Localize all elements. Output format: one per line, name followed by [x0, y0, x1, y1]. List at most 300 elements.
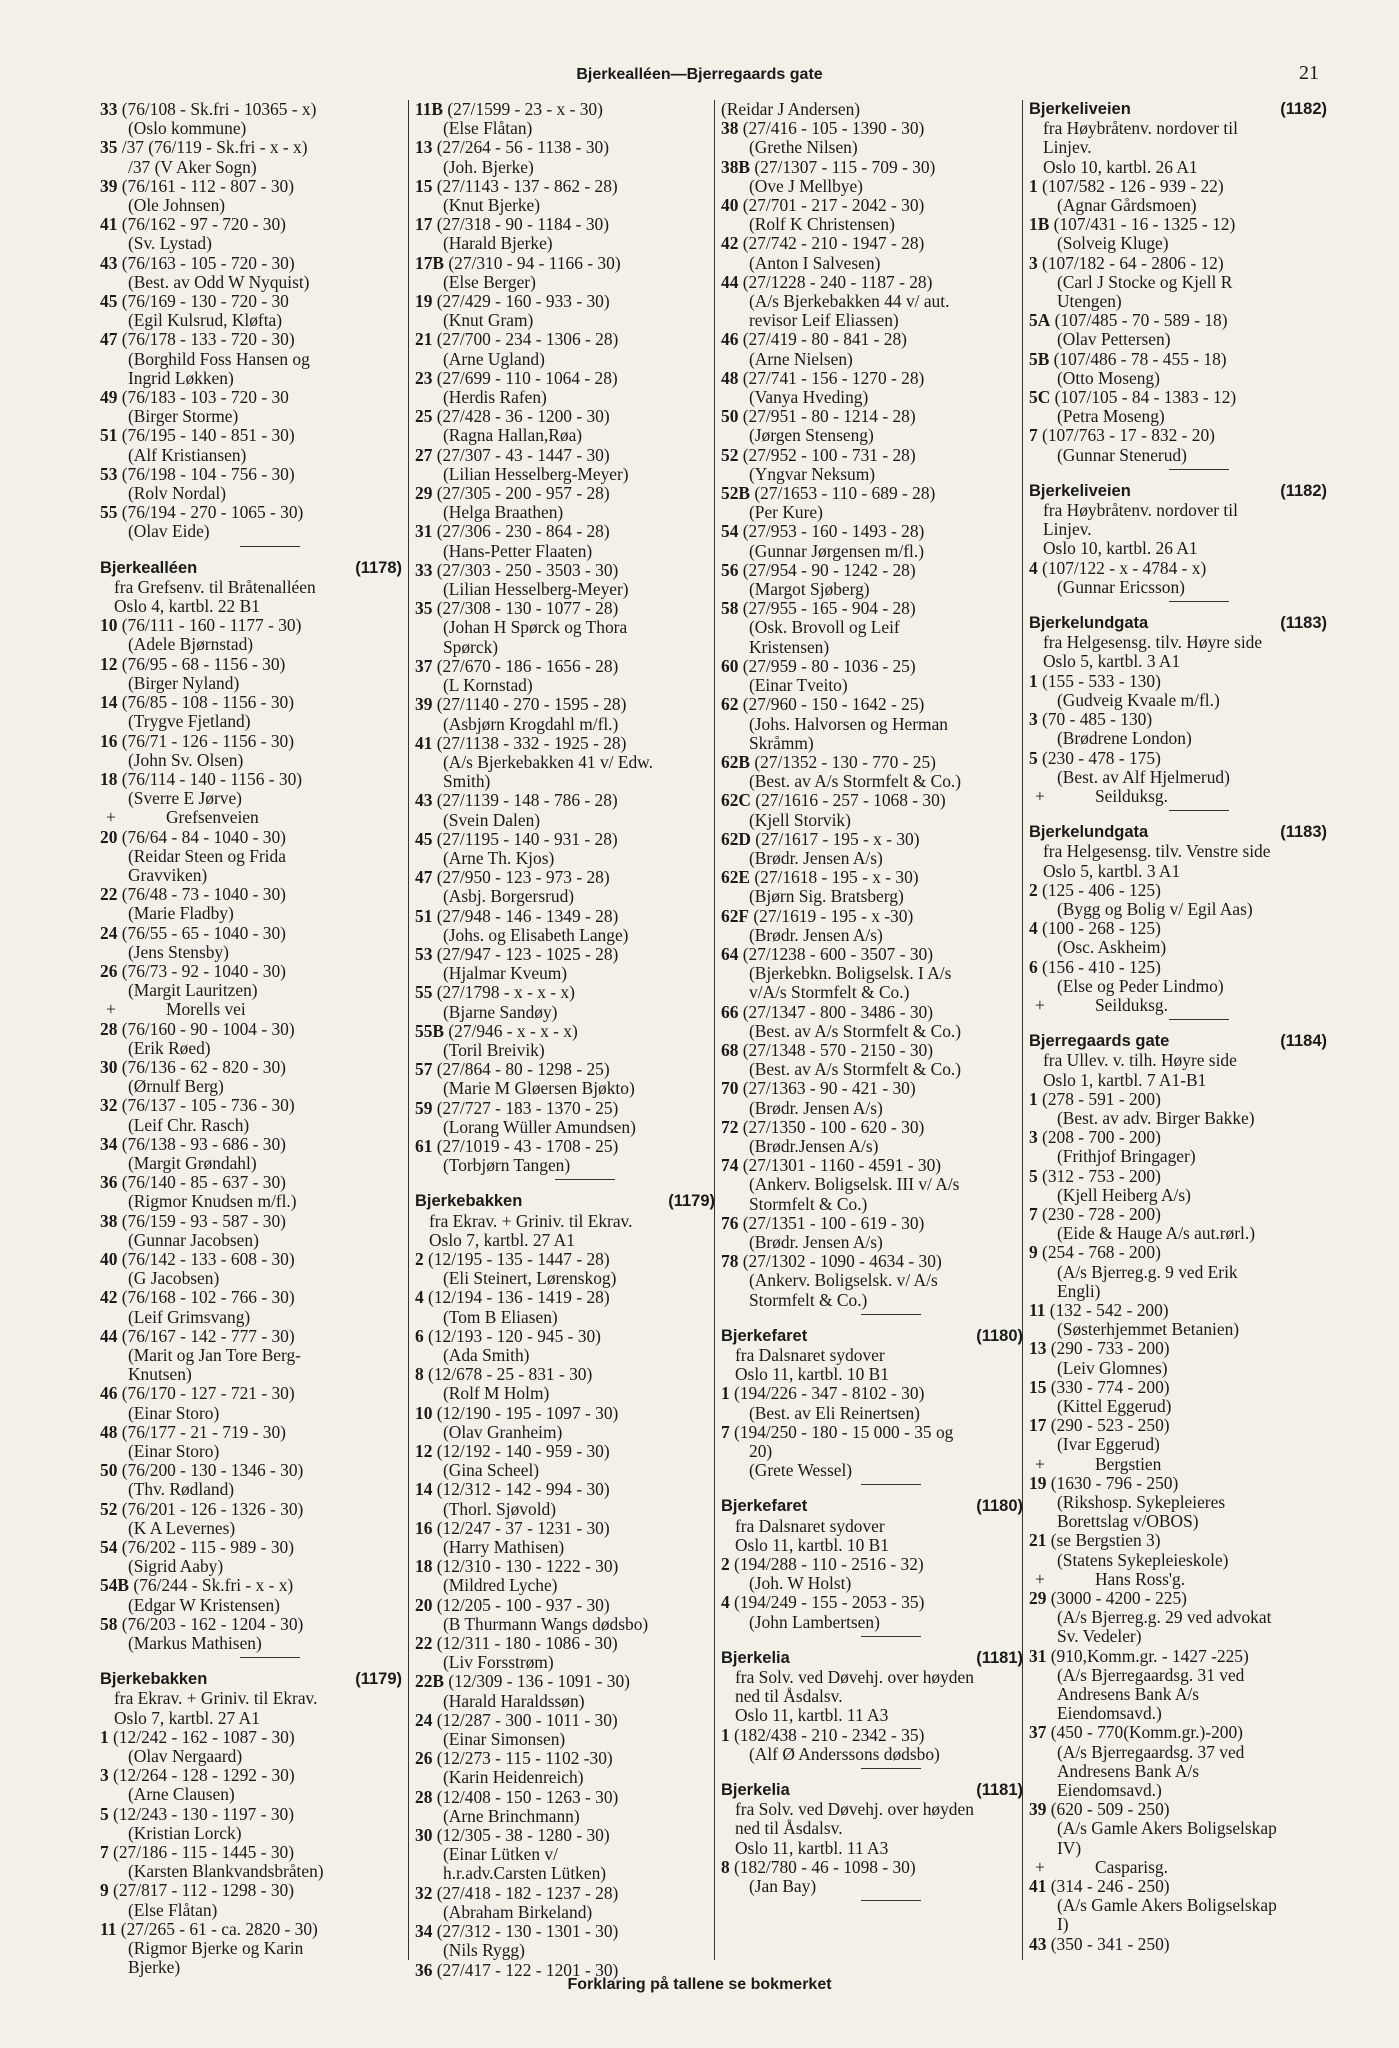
property-data: (76/111 - 160 - 1177 - 30) [117, 615, 302, 636]
list-item [721, 1858, 1023, 1896]
entry-line [415, 732, 715, 753]
house-number: 32 [415, 1882, 433, 1903]
entry-line [415, 655, 715, 676]
property-data: (27/952 - 100 - 731 - 28) [738, 444, 916, 465]
cross-street-name: Seilduksg. [1095, 785, 1168, 806]
entry-line [415, 99, 715, 119]
list-item [415, 254, 715, 292]
property-data: (12/264 - 128 - 1292 - 30) [108, 1765, 295, 1786]
street-description [721, 1346, 1023, 1384]
list-item [415, 945, 715, 983]
entry-line [100, 884, 402, 905]
owner-name: (A/s Bjerkebakken 44 v/ aut. [749, 291, 950, 312]
list-item [721, 599, 1023, 657]
entry-line [721, 943, 1023, 964]
list-item [100, 885, 402, 923]
entry-line [100, 1210, 402, 1231]
property-data: (125 - 406 - 125) [1037, 879, 1161, 900]
owner-name: (Else Flåtan) [443, 118, 533, 139]
house-number: 66 [721, 1001, 739, 1022]
entry-line [721, 1592, 1023, 1613]
owner-name: (Johan H Spørck og Thora [443, 617, 628, 638]
entry-line [1029, 709, 1327, 730]
owner-name: (Carl J Stocke og Kjell R [1057, 271, 1233, 292]
owner-name: (Tom B Eliasen) [443, 1306, 558, 1327]
entry-line [415, 1882, 715, 1903]
owner-name: (Alf Kristiansen) [128, 444, 247, 465]
property-data: (12/678 - 25 - 831 - 30) [423, 1364, 593, 1385]
list-item [1029, 1167, 1327, 1205]
owner-name: (Marie Fladby) [128, 903, 234, 924]
list-item [100, 1881, 402, 1919]
property-data: (350 - 341 - 250) [1046, 1933, 1170, 1954]
house-number: 28 [415, 1786, 433, 1807]
owner-name: (Rolf M Holm) [443, 1383, 550, 1404]
house-number: 53 [100, 463, 118, 484]
section-divider [555, 1179, 615, 1180]
house-number: 34 [415, 1921, 433, 1942]
street-description [721, 1800, 1023, 1858]
property-data: (132 - 542 - 200) [1045, 1299, 1169, 1320]
owner-name: (Gina Scheel) [443, 1460, 540, 1481]
owner-name: (Reidar Steen og Frida [128, 845, 286, 866]
property-data: (76/136 - 62 - 820 - 30) [117, 1056, 286, 1077]
owner-name: Spørck) [443, 636, 499, 657]
cross-street-name: Morells vei [166, 999, 246, 1020]
list-item [415, 1365, 715, 1403]
owner-name: (Brødr. Jensen A/s) [749, 924, 883, 945]
list-item [415, 1022, 715, 1060]
property-data: (76/85 - 108 - 1156 - 30) [117, 692, 295, 713]
entry-line [415, 406, 715, 427]
street-code: (1182) [1280, 481, 1327, 500]
list-item [415, 868, 715, 906]
owner-name: (Sv. Lystad) [128, 233, 212, 254]
property-data: (76/138 - 93 - 686 - 30) [117, 1133, 286, 1154]
list-item [415, 484, 715, 522]
plus-icon: + [1035, 1856, 1045, 1877]
property-data: (27/419 - 80 - 841 - 28) [738, 329, 907, 350]
list-item [721, 196, 1023, 234]
owner-name: Gravviken) [128, 864, 208, 885]
list-item [100, 1500, 402, 1538]
entry-line [721, 521, 1023, 542]
owner-name: Smith) [443, 771, 491, 792]
list-item [721, 695, 1023, 753]
property-data: (12/190 - 195 - 1097 - 30) [432, 1402, 619, 1423]
list-item [721, 1156, 1023, 1214]
list-item [100, 1327, 402, 1385]
entry-line [415, 252, 715, 273]
list-item [1029, 215, 1327, 253]
list-item [721, 1252, 1023, 1310]
list-item [100, 1212, 402, 1250]
property-data: /37 (76/119 - Sk.fri - x - x) [117, 137, 308, 158]
entry-line [1029, 1645, 1327, 1666]
property-data: (314 - 246 - 250) [1046, 1876, 1170, 1897]
house-number: 8 [415, 1364, 424, 1385]
house-number: 7 [1029, 1203, 1038, 1224]
list-item [721, 1003, 1023, 1041]
owner-name: (Anton I Salvesen) [749, 252, 881, 273]
owner-name: (Kjell Heiberg A/s) [1057, 1184, 1191, 1205]
list-item [100, 732, 402, 770]
property-data: (27/186 - 115 - 1445 - 30) [108, 1842, 295, 1863]
list-item [1029, 1205, 1327, 1243]
house-number: 3 [100, 1765, 109, 1786]
owner-name: (Thv. Rødland) [128, 1479, 235, 1500]
list-item [100, 1173, 402, 1211]
entry-line [415, 1402, 715, 1423]
property-data: (76/71 - 126 - 1156 - 30) [117, 730, 295, 751]
entry-line [1029, 1203, 1327, 1224]
property-data: (27/1302 - 1090 - 4634 - 30) [738, 1251, 942, 1272]
property-data: (27/1653 - 110 - 689 - 28) [750, 483, 936, 504]
list-item [721, 273, 1023, 331]
street-heading [415, 1192, 715, 1211]
property-data: (27/741 - 156 - 1270 - 28) [738, 367, 925, 388]
owner-name: /37 (V Aker Sogn) [128, 156, 257, 177]
list-item [100, 1805, 402, 1843]
property-data: (12/195 - 135 - 1447 - 28) [423, 1248, 610, 1269]
property-data: (70 - 485 - 130) [1037, 709, 1153, 730]
property-data: (27/959 - 80 - 1036 - 25) [738, 655, 916, 676]
entry-line [721, 406, 1023, 427]
property-data: (76/108 - Sk.fri - 10365 - x) [117, 99, 317, 119]
property-data: (76/161 - 112 - 807 - 30) [117, 175, 295, 196]
owner-name: (Rigmor Knudsen m/fl.) [128, 1191, 297, 1212]
house-number: 44 [721, 271, 739, 292]
owner-name: (Lorang Wüller Amundsen) [443, 1116, 636, 1137]
entry-line [100, 1918, 402, 1939]
list-item [415, 1442, 715, 1480]
owner-name: (Hjalmar Kveum) [443, 963, 568, 984]
owner-name: (Olav Granheim) [443, 1421, 563, 1442]
list-item [1029, 1531, 1327, 1569]
property-data: (12/273 - 115 - 1102 -30) [432, 1748, 613, 1769]
house-number: 12 [100, 653, 118, 674]
list-item [721, 1423, 1023, 1481]
list-item [100, 693, 402, 731]
house-number: 45 [100, 291, 118, 312]
list-item [721, 1041, 1023, 1079]
property-data: (76/178 - 133 - 720 - 30) [117, 329, 295, 350]
property-data: (27/670 - 186 - 1656 - 28) [432, 655, 619, 676]
list-item [100, 1020, 402, 1058]
list-item [415, 1137, 715, 1175]
column-2 [408, 99, 715, 1980]
house-number: 3 [1029, 709, 1038, 730]
owner-name: (Rigmor Bjerke og Karin [128, 1938, 304, 1959]
list-item [415, 100, 715, 138]
house-number: 31 [1029, 1645, 1047, 1666]
owner-name: (Helga Braathen) [443, 502, 564, 523]
section-divider [1169, 1019, 1229, 1020]
entry-line [100, 1575, 402, 1596]
list-item [415, 1711, 715, 1749]
list-item [415, 407, 715, 445]
entry-line [415, 1517, 715, 1538]
section-divider [240, 546, 300, 547]
list-item [721, 158, 1023, 196]
owner-name: (Gunnar Jørgensen m/fl.) [749, 540, 924, 561]
list-item [1029, 919, 1327, 957]
street-description [1029, 842, 1327, 880]
entry-line [100, 1095, 402, 1116]
owner-name: (Gudveig Kvaale m/fl.) [1057, 689, 1220, 710]
list-item [100, 254, 402, 292]
street-description-line: Oslo 7, kartbl. 27 A1 [429, 1229, 575, 1250]
street-heading [721, 1327, 1023, 1346]
entry-line [415, 214, 715, 235]
street-name: Bjerkelundgata [1029, 823, 1149, 842]
property-data: (27/1618 - 195 - x - 30) [750, 867, 919, 888]
owner-name: (Best. av A/s Stormfelt & Co.) [749, 1059, 962, 1080]
section-divider [861, 1484, 921, 1485]
entry-line [415, 175, 715, 196]
owner-name: (Jan Bay) [749, 1876, 817, 1897]
entry-line [100, 1726, 402, 1747]
street-code: (1178) [355, 558, 402, 577]
street-heading [1029, 482, 1327, 501]
owner-name: (Marie M Gløersen Bjøkto) [443, 1078, 635, 1099]
entry-line [1029, 1722, 1327, 1743]
property-data: (27/864 - 80 - 1298 - 25) [432, 1059, 610, 1080]
list-item [415, 292, 715, 330]
house-number: 54 [721, 521, 739, 542]
entry-line [721, 1554, 1023, 1575]
house-number: 62B [721, 751, 750, 772]
owner-name: (Knut Gram) [443, 310, 534, 331]
house-number: 48 [100, 1421, 118, 1442]
property-data: (194/249 - 155 - 2053 - 35) [729, 1592, 925, 1613]
owner-name: (Gunnar Jacobsen) [128, 1229, 259, 1250]
entry-line [721, 1383, 1023, 1404]
owner-name: (Liv Forsstrøm) [443, 1652, 554, 1673]
street-heading [1029, 614, 1327, 633]
list-item [100, 1538, 402, 1576]
list-item [415, 138, 715, 176]
owner-name: (Ragna Hallan,Røa) [443, 425, 583, 446]
list-item [1029, 672, 1327, 710]
entry-line [415, 1825, 715, 1846]
house-number: 6 [1029, 956, 1038, 977]
entry-line [415, 137, 715, 158]
property-data: (27/265 - 61 - ca. 2820 - 30) [116, 1918, 318, 1939]
property-data: (107/485 - 70 - 589 - 18) [1050, 310, 1228, 331]
list-item [100, 1920, 402, 1978]
entry-line [1029, 747, 1327, 768]
list-item [415, 1749, 715, 1787]
list-item [415, 1634, 715, 1672]
owner-name: (Brødr.Jensen A/s) [749, 1135, 879, 1156]
owner-name: (Rikshosp. Sykepleieres [1057, 1492, 1226, 1513]
owner-name: (Best. av Alf Hjelmerud) [1057, 766, 1230, 787]
property-data: (12/243 - 130 - 1197 - 30) [108, 1803, 295, 1824]
street-code: (1179) [668, 1192, 715, 1211]
house-number: 1 [100, 1726, 109, 1747]
list-item [415, 561, 715, 599]
entry-line [100, 1498, 402, 1519]
property-data: (107/105 - 84 - 1383 - 12) [1050, 387, 1237, 408]
house-number: 8 [721, 1856, 730, 1877]
list-item [100, 1766, 402, 1804]
entry-line [721, 1421, 1023, 1442]
owner-name: (Best. av A/s Stormfelt & Co.) [749, 1020, 962, 1041]
entry-line [1029, 1376, 1327, 1397]
list-item [1029, 1378, 1327, 1416]
section-divider [861, 1900, 921, 1901]
list-item [1029, 1589, 1327, 1647]
list-item [415, 907, 715, 945]
property-data: (107/486 - 78 - 455 - 18) [1049, 348, 1227, 369]
entry-line [1029, 1933, 1327, 1954]
street-name: Bjerkefaret [721, 1326, 808, 1345]
house-number: 53 [415, 943, 433, 964]
owner-name: 20) [749, 1441, 773, 1462]
entry-line [1029, 879, 1327, 900]
property-data: (12/305 - 38 - 1280 - 30) [432, 1825, 610, 1846]
list-item [415, 599, 715, 657]
property-data: (156 - 410 - 125) [1037, 956, 1161, 977]
street-description-line: Linjev. [1043, 519, 1092, 540]
house-number: 29 [1029, 1588, 1047, 1609]
property-data: (27/1347 - 800 - 3486 - 30) [738, 1001, 934, 1022]
house-number: 24 [415, 1709, 433, 1730]
list-item [100, 962, 402, 1000]
property-data: (76/160 - 90 - 1004 - 30) [117, 1018, 295, 1039]
house-number: 1 [1029, 1088, 1038, 1109]
list-item [100, 1615, 402, 1653]
house-number: 1 [721, 1724, 730, 1745]
owner-name: (Kristian Lorck) [128, 1822, 242, 1843]
owner-name: (Else Flåtan) [128, 1899, 218, 1920]
owner-name: Andresens Bank A/s [1057, 1684, 1200, 1705]
entry-line [415, 694, 715, 715]
property-data: (278 - 591 - 200) [1037, 1088, 1161, 1109]
entry-line [721, 1155, 1023, 1176]
owner-name: Stormfelt & Co.) [749, 1289, 868, 1310]
property-data: (se Bergstien 3) [1046, 1530, 1161, 1551]
entry-line [100, 175, 402, 196]
entry-line [100, 425, 402, 446]
entry-line [415, 1135, 715, 1156]
house-number: 72 [721, 1116, 739, 1137]
street-name: Bjerkebakken [415, 1192, 523, 1211]
property-data: (194/250 - 180 - 15 000 - 35 og [729, 1421, 954, 1442]
property-data: (27/429 - 160 - 933 - 30) [432, 291, 610, 312]
owner-name: (Adele Bjørnstad) [128, 634, 254, 655]
house-number: 7 [100, 1842, 109, 1863]
owner-name: Kristensen) [749, 636, 830, 657]
owner-name: (Arne Brinchmann) [443, 1805, 580, 1826]
house-number: 38 [100, 1210, 118, 1231]
owner-name: (Leiv Glomnes) [1057, 1357, 1168, 1378]
house-number: 23 [415, 367, 433, 388]
owner-name: (L Kornstad) [443, 675, 533, 696]
cross-street-name: Grefsenveien [166, 807, 259, 828]
owner-name: (Asbjørn Krogdahl m/fl.) [443, 713, 619, 734]
list-item [415, 983, 715, 1021]
owner-name: (Markus Mathisen) [128, 1633, 262, 1654]
entry-line [721, 1856, 1023, 1877]
entry-line [721, 790, 1023, 811]
owner-name: (Kittel Eggerud) [1057, 1396, 1172, 1416]
property-data: (76/162 - 97 - 720 - 30) [117, 214, 286, 235]
owner-name: (Brødrene London) [1057, 728, 1192, 749]
street-description [100, 578, 402, 616]
house-number: 17B [415, 252, 444, 273]
entry-line [100, 1172, 402, 1193]
list-item [100, 828, 402, 886]
plus-icon: + [1035, 994, 1045, 1015]
entry-line [721, 329, 1023, 350]
street-code: (1181) [976, 1648, 1023, 1667]
street-description-line: Linjev. [1043, 137, 1092, 158]
house-number: 9 [1029, 1242, 1038, 1263]
owner-name: (Olav Nergaard) [128, 1746, 243, 1767]
owner-name: (Rolf K Christensen) [749, 214, 895, 235]
house-number: 34 [100, 1133, 118, 1154]
list-item [100, 1728, 402, 1766]
entry-line [1029, 1876, 1327, 1897]
owner-name: (A/s Bjerreg.g. 29 ved advokat [1057, 1607, 1272, 1628]
list-item [721, 561, 1023, 599]
entry-line [1029, 918, 1327, 939]
owner-name: (A/s Bjerreg.g. 9 ved Erik [1057, 1261, 1238, 1282]
list-item [1029, 1800, 1327, 1858]
entry-line [1029, 1165, 1327, 1186]
property-data: (76/73 - 92 - 1040 - 30) [117, 960, 286, 981]
entry-line [415, 1248, 715, 1269]
entry-line [100, 1842, 402, 1863]
property-data: (12/193 - 120 - 945 - 30) [423, 1325, 601, 1346]
owner-name: (Gunnar Stenerud) [1057, 444, 1187, 465]
house-number: 40 [721, 195, 739, 216]
list-item [1029, 559, 1327, 597]
street-code: (1180) [976, 1326, 1023, 1345]
house-number: 10 [415, 1402, 433, 1423]
house-number: 3 [1029, 252, 1038, 273]
plus-icon: + [106, 999, 116, 1020]
list-item [415, 1404, 715, 1442]
street-description-line: fra Helgesensg. tilv. Høyre side [1043, 632, 1263, 653]
house-number: 50 [721, 406, 739, 427]
owner-name: (Ivar Eggerud) [1057, 1434, 1160, 1455]
house-number: 31 [415, 521, 433, 542]
house-number: 10 [100, 615, 118, 636]
entry-line [415, 1671, 715, 1692]
owner-name: (Best. av A/s Stormfelt & Co.) [749, 771, 962, 792]
list-item [100, 1058, 402, 1096]
property-data: (254 - 768 - 200) [1037, 1242, 1161, 1263]
property-data: (27/817 - 112 - 1298 - 30) [108, 1880, 295, 1901]
property-data: (27/1301 - 1160 - 4591 - 30) [738, 1155, 942, 1176]
entry-line [415, 483, 715, 504]
house-number: 35 [100, 137, 118, 158]
list-item [1029, 254, 1327, 312]
house-number: 4 [1029, 557, 1038, 578]
entry-line [1029, 1299, 1327, 1320]
owner-name: Knutsen) [128, 1364, 192, 1385]
house-number: 17 [1029, 1415, 1047, 1436]
property-data: (27/305 - 200 - 957 - 28) [432, 483, 610, 504]
owner-name: (John Sv. Olsen) [128, 749, 244, 770]
property-data: (910,Komm.gr. - 1427 -225) [1046, 1645, 1249, 1666]
entry-line [415, 1921, 715, 1942]
property-data: (194/226 - 347 - 8102 - 30) [729, 1383, 925, 1404]
entry-line [721, 118, 1023, 139]
